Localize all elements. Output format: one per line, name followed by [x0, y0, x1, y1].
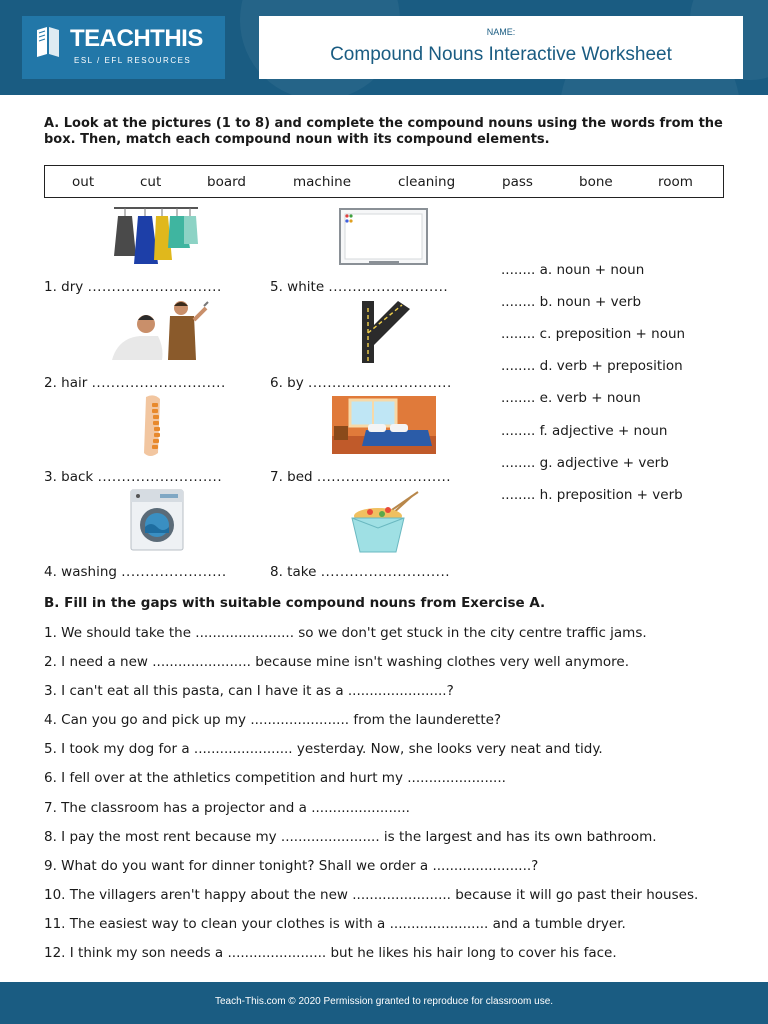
- sentence-8: 8. I pay the most rent because my ....................... is the largest and has its own bathroom.: [44, 829, 657, 845]
- sentence-12: 12. I think my son needs a ....................... but he likes his hair long to cover his face.: [44, 945, 617, 961]
- word-box-item: machine: [293, 174, 352, 190]
- match-blank[interactable]: ........: [501, 390, 536, 406]
- word-box-item: cut: [140, 174, 162, 190]
- takeout-box-icon: [346, 490, 422, 554]
- answer-blank[interactable]: ............................: [87, 279, 222, 295]
- item-label: 6. by: [270, 375, 304, 391]
- match-text: h. preposition + verb: [539, 487, 683, 503]
- answer-blank[interactable]: ......................: [121, 564, 227, 580]
- match-item-d: [501, 358, 683, 374]
- section-b-title: B. Fill in the gaps with suitable compound nouns from Exercise A.: [44, 595, 546, 611]
- road-fork-icon: [358, 299, 410, 363]
- logo-title: TEACHTHIS: [70, 25, 203, 52]
- whiteboard-icon: [339, 208, 428, 266]
- sentence-5: 5. I took my dog for a ....................... yesterday. Now, she looks very neat and tidy.: [44, 741, 603, 757]
- answer-blank[interactable]: ...........................: [320, 564, 451, 580]
- match-text: e. verb + noun: [539, 390, 641, 406]
- match-blank[interactable]: ........: [501, 487, 536, 503]
- sentence-10: 10. The villagers aren't happy about the new ....................... because it will go past their houses.: [44, 887, 699, 903]
- sentence-9: 9. What do you want for dinner tonight? Shall we order a .......................?: [44, 858, 539, 874]
- match-text: d. verb + preposition: [539, 358, 683, 374]
- answer-blank[interactable]: ..........................: [97, 469, 223, 485]
- compound-item-8: [270, 564, 450, 580]
- match-item-b: [501, 294, 641, 310]
- compound-item-6: [270, 375, 452, 391]
- book-icon: [35, 26, 61, 58]
- barber-cutting-hair-icon: [110, 298, 210, 362]
- match-blank[interactable]: ........: [501, 358, 536, 374]
- answer-blank[interactable]: .........................: [328, 279, 449, 295]
- section-a-instructions: A. Look at the pictures (1 to 8) and complete the compound nouns using the words from the box. Then, match each compound noun with its compound elements.: [44, 116, 723, 147]
- word-box-item: pass: [502, 174, 533, 190]
- header-banner: [0, 0, 768, 95]
- compound-item-7: [270, 469, 451, 485]
- compound-item-3: [44, 469, 222, 485]
- match-item-a: [501, 262, 644, 278]
- sentence-4: 4. Can you go and pick up my ....................... from the launderette?: [44, 712, 502, 728]
- washing-machine-icon: [130, 489, 184, 551]
- match-text: g. adjective + verb: [539, 455, 669, 471]
- footer-copyright: Teach-This.com © 2020 Permission granted to reproduce for classroom use.: [214, 996, 554, 1007]
- word-box-item: room: [658, 174, 693, 190]
- compound-item-5: [270, 279, 448, 295]
- item-label: 7. bed: [270, 469, 313, 485]
- item-label: 1. dry: [44, 279, 84, 295]
- answer-blank[interactable]: ............................: [91, 375, 226, 391]
- sentence-6: 6. I fell over at the athletics competition and hurt my .......................: [44, 770, 506, 786]
- word-box-item: out: [72, 174, 95, 190]
- logo-subtitle: ESL / EFL RESOURCES: [74, 56, 192, 65]
- compound-item-2: [44, 375, 226, 391]
- sentence-1: 1. We should take the ....................... so we don't get stuck in the city centre traffic jams.: [44, 625, 647, 641]
- bedroom-icon: [332, 396, 436, 454]
- item-label: 5. white: [270, 279, 325, 295]
- match-item-g: [501, 455, 669, 471]
- item-label: 4. washing: [44, 564, 117, 580]
- clothes-on-rack-icon: [110, 204, 202, 266]
- logo: [22, 16, 225, 79]
- item-label: 3. back: [44, 469, 94, 485]
- match-blank[interactable]: ........: [501, 262, 536, 278]
- match-blank[interactable]: ........: [501, 326, 536, 342]
- item-label: 8. take: [270, 564, 317, 580]
- match-item-h: [501, 487, 683, 503]
- sentence-3: 3. I can't eat all this pasta, can I have it as a .......................?: [44, 683, 454, 699]
- match-blank[interactable]: ........: [501, 455, 536, 471]
- compound-item-4: [44, 564, 227, 580]
- spine-icon: [136, 393, 172, 459]
- match-item-e: [501, 390, 641, 406]
- answer-blank[interactable]: ............................: [316, 469, 452, 485]
- footer: [0, 982, 768, 1024]
- match-item-f: [501, 423, 667, 439]
- answer-blank[interactable]: ..............................: [308, 375, 452, 391]
- worksheet-title: Compound Nouns Interactive Worksheet: [330, 44, 672, 65]
- word-box-item: board: [207, 174, 246, 190]
- item-label: 2. hair: [44, 375, 88, 391]
- match-text: c. preposition + noun: [539, 326, 686, 342]
- word-box-item: bone: [579, 174, 613, 190]
- sentence-11: 11. The easiest way to clean your clothes is with a ....................... and a tumble dryer.: [44, 916, 626, 932]
- sentence-2: 2. I need a new ....................... because mine isn't washing clothes very well anymore.: [44, 654, 629, 670]
- word-box: [44, 165, 724, 198]
- match-text: f. adjective + noun: [539, 423, 668, 439]
- sentence-7: 7. The classroom has a projector and a .......................: [44, 800, 410, 816]
- name-label: NAME:: [486, 27, 516, 37]
- name-box: [259, 16, 743, 79]
- match-text: a. noun + noun: [539, 262, 645, 278]
- compound-item-1: [44, 279, 222, 295]
- word-box-item: cleaning: [398, 174, 456, 190]
- match-item-c: [501, 326, 685, 342]
- match-blank[interactable]: ........: [501, 294, 536, 310]
- match-text: b. noun + verb: [539, 294, 642, 310]
- match-blank[interactable]: ........: [501, 423, 536, 439]
